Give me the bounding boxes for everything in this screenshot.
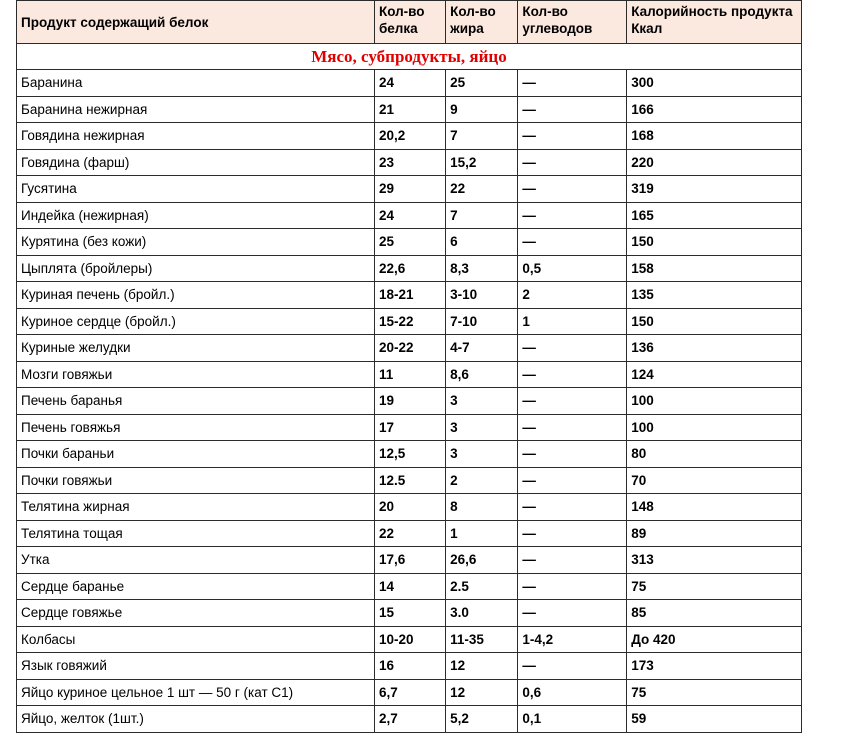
- protein-cell: 12,5: [374, 441, 445, 468]
- fat-cell: 3: [446, 414, 518, 441]
- carbs-cell: —: [518, 388, 627, 415]
- fat-cell: 3: [446, 441, 518, 468]
- product-name-cell: Индейка (нежирная): [17, 202, 375, 229]
- table-row: [17, 706, 802, 733]
- table-row: [17, 202, 802, 229]
- table-row: [17, 123, 802, 150]
- table-row: [17, 308, 802, 335]
- protein-cell: 18-21: [374, 282, 445, 309]
- header-row: [17, 1, 802, 44]
- nutrition-table: [16, 0, 802, 733]
- carbs-cell: —: [518, 467, 627, 494]
- calories-cell: 70: [627, 467, 802, 494]
- section-title: Мясо, субпродукты, яйцо: [17, 44, 802, 70]
- protein-cell: 12.5: [374, 467, 445, 494]
- fat-cell: 7: [446, 202, 518, 229]
- protein-cell: 22: [374, 520, 445, 547]
- calories-cell: 220: [627, 149, 802, 176]
- fat-cell: 22: [446, 176, 518, 203]
- fat-cell: 2.5: [446, 573, 518, 600]
- fat-cell: 12: [446, 653, 518, 680]
- carbs-cell: —: [518, 573, 627, 600]
- fat-cell: 3: [446, 388, 518, 415]
- table-frame: [16, 0, 802, 739]
- protein-cell: 6,7: [374, 679, 445, 706]
- carbs-cell: —: [518, 176, 627, 203]
- calories-cell: 166: [627, 96, 802, 123]
- table-row: [17, 282, 802, 309]
- calories-cell: 319: [627, 176, 802, 203]
- protein-cell: 21: [374, 96, 445, 123]
- fat-cell: 3.0: [446, 600, 518, 627]
- product-name-cell: Сердце баранье: [17, 573, 375, 600]
- product-name-cell: Колбасы: [17, 626, 375, 653]
- table-row: [17, 414, 802, 441]
- table-row: [17, 441, 802, 468]
- carbs-cell: —: [518, 494, 627, 521]
- product-name-cell: Телятина тощая: [17, 520, 375, 547]
- carbs-cell: —: [518, 335, 627, 362]
- fat-cell: 4-7: [446, 335, 518, 362]
- calories-cell: 136: [627, 335, 802, 362]
- carbs-cell: —: [518, 653, 627, 680]
- carbs-cell: 2: [518, 282, 627, 309]
- table-row: [17, 361, 802, 388]
- fat-cell: 9: [446, 96, 518, 123]
- calories-cell: 173: [627, 653, 802, 680]
- calories-cell: 158: [627, 255, 802, 282]
- table-row: [17, 149, 802, 176]
- protein-cell: 24: [374, 202, 445, 229]
- calories-cell: 75: [627, 573, 802, 600]
- carbs-cell: 0,6: [518, 679, 627, 706]
- product-name-cell: Утка: [17, 547, 375, 574]
- carbs-cell: 0,5: [518, 255, 627, 282]
- protein-cell: 29: [374, 176, 445, 203]
- carbs-cell: —: [518, 229, 627, 256]
- calories-cell: 100: [627, 388, 802, 415]
- table-row: [17, 176, 802, 203]
- section-row: [17, 44, 802, 70]
- fat-cell: 2: [446, 467, 518, 494]
- table-row: [17, 573, 802, 600]
- protein-cell: 22,6: [374, 255, 445, 282]
- table-row: [17, 679, 802, 706]
- table-row: [17, 255, 802, 282]
- product-name-cell: Куриные желудки: [17, 335, 375, 362]
- calories-cell: 300: [627, 70, 802, 97]
- table-row: [17, 70, 802, 97]
- calories-cell: 59: [627, 706, 802, 733]
- calories-cell: 168: [627, 123, 802, 150]
- calories-cell: 150: [627, 308, 802, 335]
- carbs-cell: —: [518, 414, 627, 441]
- table-row: [17, 229, 802, 256]
- product-name-cell: Печень говяжья: [17, 414, 375, 441]
- calories-cell: 150: [627, 229, 802, 256]
- carbs-cell: —: [518, 96, 627, 123]
- calories-cell: До 420: [627, 626, 802, 653]
- protein-cell: 14: [374, 573, 445, 600]
- fat-cell: 5,2: [446, 706, 518, 733]
- table-row: [17, 626, 802, 653]
- table-row: [17, 494, 802, 521]
- header-product: Продукт содержащий белок: [17, 1, 375, 44]
- table-row: [17, 520, 802, 547]
- protein-cell: 25: [374, 229, 445, 256]
- fat-cell: 8,3: [446, 255, 518, 282]
- fat-cell: 8,6: [446, 361, 518, 388]
- header-carbs: Кол-во углеводов: [518, 1, 627, 44]
- fat-cell: 7: [446, 123, 518, 150]
- protein-cell: 19: [374, 388, 445, 415]
- calories-cell: 89: [627, 520, 802, 547]
- protein-cell: 15: [374, 600, 445, 627]
- calories-cell: 148: [627, 494, 802, 521]
- fat-cell: 26,6: [446, 547, 518, 574]
- product-name-cell: Телятина жирная: [17, 494, 375, 521]
- calories-cell: 124: [627, 361, 802, 388]
- calories-cell: 165: [627, 202, 802, 229]
- product-name-cell: Цыплята (бройлеры): [17, 255, 375, 282]
- carbs-cell: 0,1: [518, 706, 627, 733]
- product-name-cell: Куриная печень (бройл.): [17, 282, 375, 309]
- protein-cell: 11: [374, 361, 445, 388]
- carbs-cell: —: [518, 70, 627, 97]
- fat-cell: 11-35: [446, 626, 518, 653]
- product-name-cell: Язык говяжий: [17, 653, 375, 680]
- protein-cell: 23: [374, 149, 445, 176]
- product-name-cell: Баранина нежирная: [17, 96, 375, 123]
- table-row: [17, 600, 802, 627]
- table-row: [17, 388, 802, 415]
- calories-cell: 80: [627, 441, 802, 468]
- product-name-cell: Сердце говяжье: [17, 600, 375, 627]
- carbs-cell: —: [518, 149, 627, 176]
- product-name-cell: Гусятина: [17, 176, 375, 203]
- product-name-cell: Почки бараньи: [17, 441, 375, 468]
- fat-cell: 15,2: [446, 149, 518, 176]
- calories-cell: 135: [627, 282, 802, 309]
- product-name-cell: Баранина: [17, 70, 375, 97]
- table-row: [17, 335, 802, 362]
- fat-cell: 3-10: [446, 282, 518, 309]
- table-row: [17, 547, 802, 574]
- carbs-cell: 1-4,2: [518, 626, 627, 653]
- table-row: [17, 467, 802, 494]
- carbs-cell: —: [518, 202, 627, 229]
- table-row: [17, 96, 802, 123]
- protein-cell: 2,7: [374, 706, 445, 733]
- header-protein: Кол-во белка: [374, 1, 445, 44]
- header-fat: Кол-во жира: [446, 1, 518, 44]
- protein-cell: 16: [374, 653, 445, 680]
- product-name-cell: Говядина (фарш): [17, 149, 375, 176]
- fat-cell: 1: [446, 520, 518, 547]
- table-row: [17, 653, 802, 680]
- product-name-cell: Говядина нежирная: [17, 123, 375, 150]
- carbs-cell: —: [518, 547, 627, 574]
- fat-cell: 25: [446, 70, 518, 97]
- carbs-cell: —: [518, 123, 627, 150]
- calories-cell: 100: [627, 414, 802, 441]
- carbs-cell: —: [518, 600, 627, 627]
- protein-cell: 20-22: [374, 335, 445, 362]
- carbs-cell: —: [518, 441, 627, 468]
- product-name-cell: Почки говяжьи: [17, 467, 375, 494]
- carbs-cell: 1: [518, 308, 627, 335]
- table-body: [17, 44, 802, 733]
- fat-cell: 7-10: [446, 308, 518, 335]
- protein-cell: 20: [374, 494, 445, 521]
- product-name-cell: Яйцо, желток (1шт.): [17, 706, 375, 733]
- protein-cell: 24: [374, 70, 445, 97]
- protein-cell: 17: [374, 414, 445, 441]
- fat-cell: 8: [446, 494, 518, 521]
- product-name-cell: Куриное сердце (бройл.): [17, 308, 375, 335]
- fat-cell: 12: [446, 679, 518, 706]
- protein-cell: 15-22: [374, 308, 445, 335]
- product-name-cell: Курятина (без кожи): [17, 229, 375, 256]
- protein-cell: 10-20: [374, 626, 445, 653]
- calories-cell: 85: [627, 600, 802, 627]
- header-calories: Калорийность продукта Ккал: [627, 1, 802, 44]
- carbs-cell: —: [518, 520, 627, 547]
- product-name-cell: Мозги говяжьи: [17, 361, 375, 388]
- protein-cell: 17,6: [374, 547, 445, 574]
- product-name-cell: Печень баранья: [17, 388, 375, 415]
- fat-cell: 6: [446, 229, 518, 256]
- carbs-cell: —: [518, 361, 627, 388]
- calories-cell: 313: [627, 547, 802, 574]
- calories-cell: 75: [627, 679, 802, 706]
- table-header: [17, 1, 802, 44]
- protein-cell: 20,2: [374, 123, 445, 150]
- product-name-cell: Яйцо куриное цельное 1 шт — 50 г (кат С1): [17, 679, 375, 706]
